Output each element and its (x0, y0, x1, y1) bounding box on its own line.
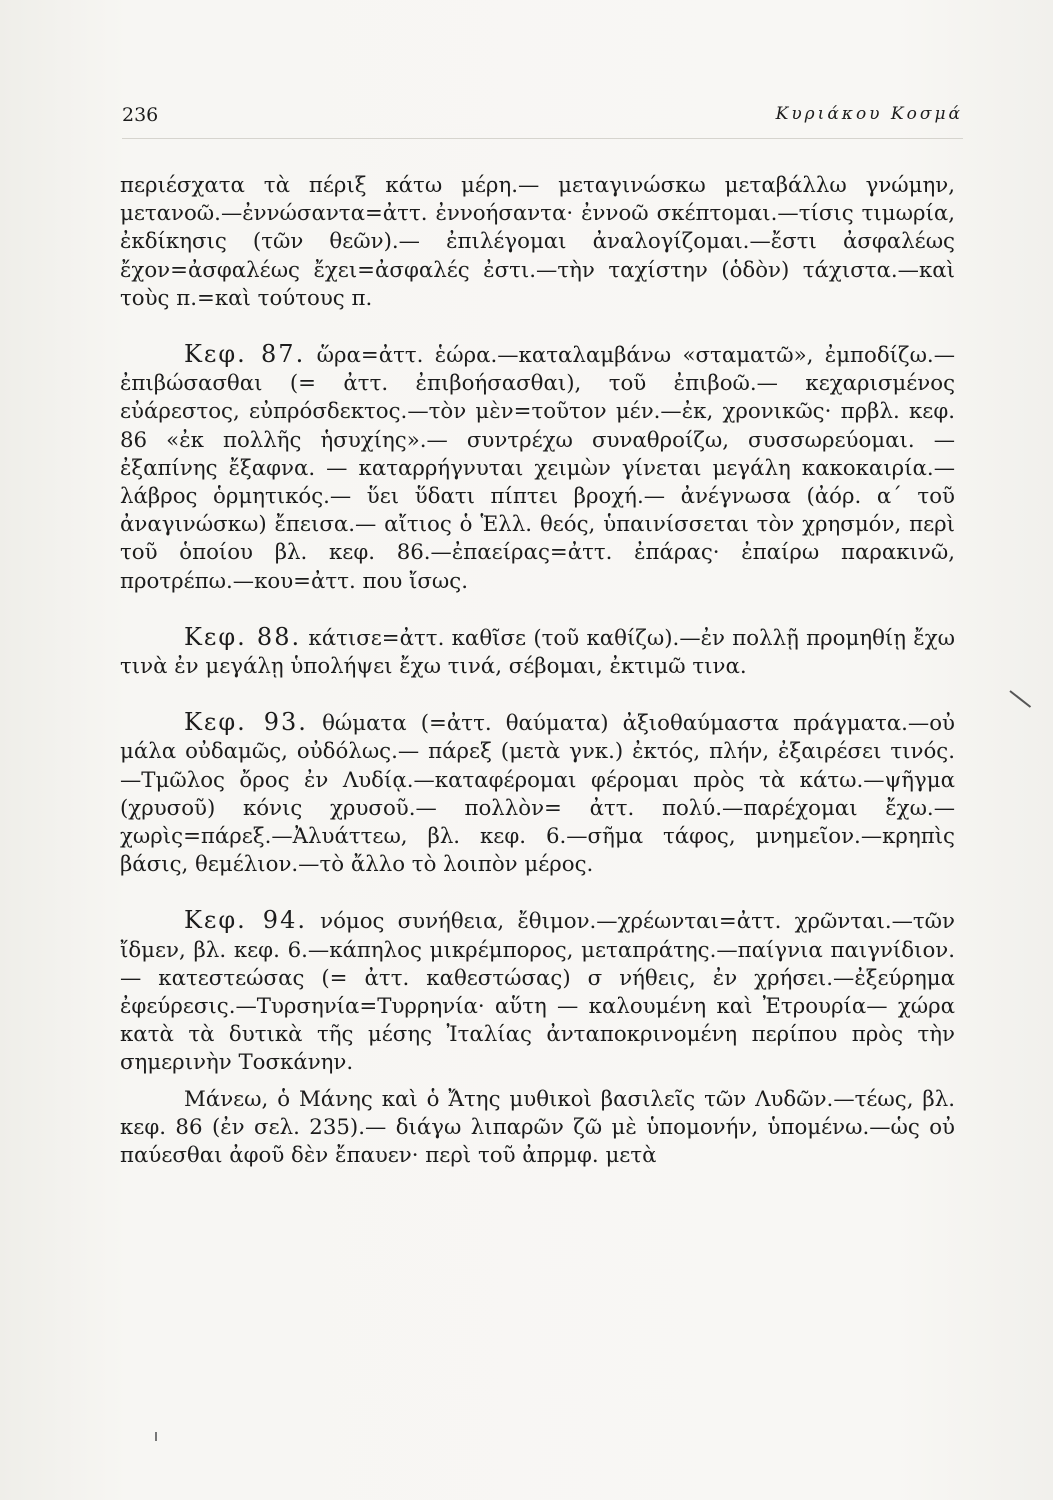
paragraph-chapter-87 (120, 340, 955, 596)
stray-dot-mark (155, 1432, 157, 1441)
paragraph-text: περιέσχατα τὰ πέριξ κάτω μέρη.— μεταγινώσκω μεταβάλλω γνώμην, μετανοῶ.—ἐννώσαντα=ἀττ. ἐννοήσαντα· ἐννοῶ σκέπτομαι.—τίσις τιμωρία, ἐκδίκησις (τῶν θεῶν).— ἐπιλέγομαι ἀναλογίζομαι.—ἔστι ἀσφαλέως ἔχον=ἀσφαλέως ἔχει=ἀσφαλές ἐστι.—τὴν ταχίστην (ὁδὸν) τάχιστα.—καὶ τοὺς π.=καὶ τούτους π. (120, 173, 955, 311)
paragraph-text: Μάνεω, ὁ Μάνης καὶ ὁ Ἄτης μυθικοὶ βασιλεῖς τῶν Λυδῶν.—τέως, βλ. κεφ. 86 (ἐν σελ. 235).— διάγω λιπαρῶν ζῶ μὲ ὑπομονήν, ὑπομένω.—ὡς οὐ παύεσθαι ἀφοῦ δὲν ἔπαυεν· περὶ τοῦ ἀπρμφ. μετὰ (120, 1086, 955, 1169)
paragraph-chapter-93 (120, 708, 955, 879)
paragraph-text: νόμος συνήθεια, ἔθιμον.—χρέωνται=ἀττ. χρῶνται.—τῶν ἴδμεν, βλ. κεφ. 6.—κάπηλος μικρέμπορος, μεταπράτης.—παίγνια παιγνίδιον.— κατεστεώσας (= ἀττ. καθεστώσας) σ νήθεις, ἐν χρήσει.—ἐξεύρημα ἐφεύρεσις.—Τυρσηνία=Τυρρηνία· αὕτη — καλουμένη καὶ Ἐτρουρία— χώρα κατὰ τὰ δυτικὰ τῆς μέσης Ἰταλίας ἀνταποκρινομένη περίπου πρὸς τὴν σημερινὴν Τοσκάνην. (120, 909, 955, 1076)
paragraph-text: κάτισε=ἀττ. καθῖσε (τοῦ καθίζω).—ἐν πολλῇ προμηθίῃ ἔχω τινὰ ἐν μεγάλῃ ὑπολήψει ἔχω τινά, σέβομαι, ἐκτιμῶ τινα. (120, 625, 955, 680)
paragraph-text: θώματα (=ἀττ. θαύματα) ἀξιοθαύμαστα πράγματα.—οὐ μάλα οὐδαμῶς, οὐδόλως.— πάρεξ (μετὰ γνκ.) ἐκτός, πλήν, ἐξαιρέσει τινός.—Τμῶλος ὄρος ἐν Λυδίᾳ.—καταφέρομαι φέρομαι πρὸς τὰ κάτω.—ψῆγμα (χρυσοῦ) κόνις χρυσοῦ.— πολλὸν= ἀττ. πολύ.—παρέχομαι ἔχω.—χωρὶς=πάρεξ.—Ἀλυάττεω, βλ. κεφ. 6.—σῆμα τάφος, μνημεῖον.—κρηπὶς βάσις, θεμέλιον.—τὸ ἄλλο τὸ λοιπὸν μέρος. (120, 711, 955, 878)
paragraph-continuation (120, 172, 955, 313)
page-number: 236 (122, 104, 159, 126)
paragraph-text: ὥρα=ἀττ. ἑώρα.—καταλαμβάνω «σταματῶ», ἐμποδίζω.— ἐπιβώσασθαι (= ἀττ. ἐπιβοήσασθαι), τοῦ ἐπιβοῶ.— κεχαρισμένος εὐάρεστος, εὐπρόσδεκτος.—τὸν μὲν=τοῦτον μέν.—ἐκ, χρονικῶς· πρβλ. κεφ. 86 «ἐκ πολλῆς ἡσυχίης».— συντρέχω συναθροίζω, συσσωρεύομαι. — ἐξαπίνης ἔξαφνα. — καταρρήγνυται χειμὼν γίνεται μεγάλη κακοκαιρία.— λάβρος ὁρμητικός.— ὕει ὕδατι πίπτει βροχή.— ἀνέγνωσα (ἀόρ. α΄ τοῦ ἀναγινώσκω) ἔπεισα.— αἴτιος ὁ Ἑλλ. θεός, ὑπαινίσσεται τὸν χρησμόν, περὶ τοῦ ὁποίου βλ. κεφ. 86.—ἐπαείρας=ἀττ. ἐπάρας· ἐπαίρω παρακινῶ, προτρέπω.—κου=ἀττ. που ἴσως. (120, 343, 955, 594)
paragraph-maneo (120, 1086, 955, 1171)
chapter-label: Κεφ. 88. (184, 622, 302, 651)
chapter-label: Κεφ. 93. (184, 708, 308, 737)
chapter-label: Κεφ. 94. (184, 906, 307, 935)
paragraph-chapter-94 (120, 906, 955, 1077)
running-head: Κυριάκου Κοσμά (775, 104, 963, 124)
page-header (122, 104, 963, 139)
chapter-label: Κεφ. 87. (184, 340, 306, 369)
stray-pen-mark (1009, 690, 1031, 708)
paragraph-chapter-88 (120, 623, 955, 681)
commentary-text (120, 172, 955, 1170)
